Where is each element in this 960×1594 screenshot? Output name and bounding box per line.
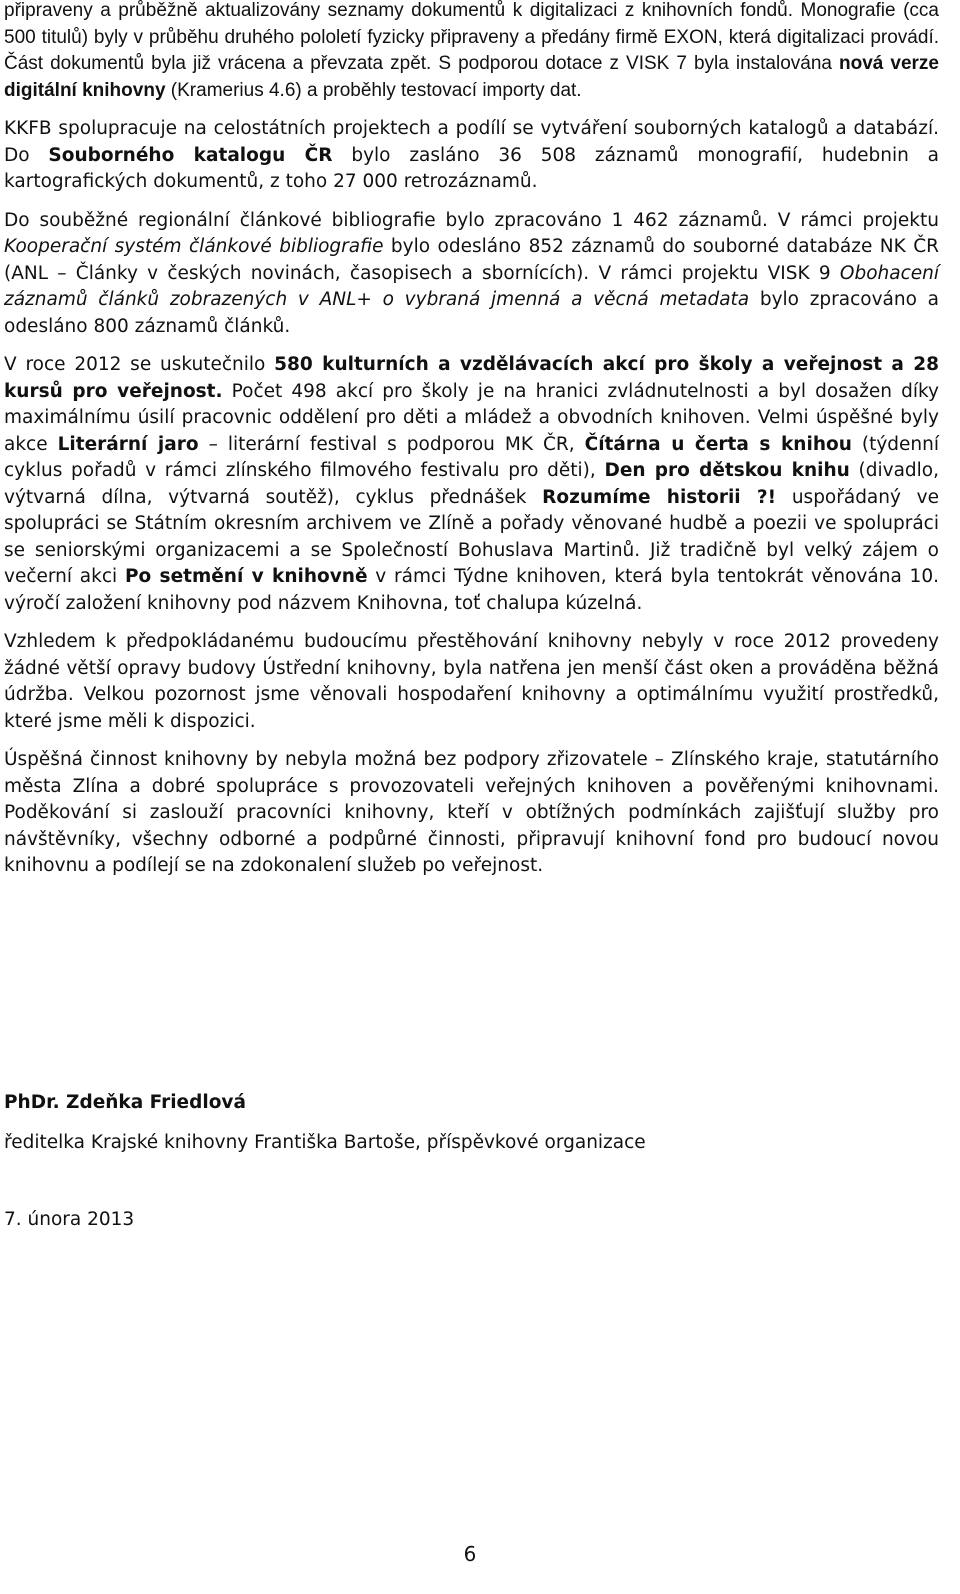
- paragraph-catalogues: [4, 116, 939, 196]
- paragraph-digitization: [4, 0, 939, 104]
- paragraph-maintenance: Vzhledem k předpokládanému budoucímu přestěhování knihovny nebyly v roce 2012 provedeny žádné větší opravy budovy Ústřední knihovny, byla natřena jen menší část oken a prováděna běžná údržba. Velkou pozornost jsme věnovali hospodaření knihovny a optimálnímu využití prostředků, které jsme měli k dispozici.: [4, 631, 939, 732]
- bold-run: 580 kulturních a vzdělávacích akcí pro školy a veřejnost a 28 kursů pro veřejnost.: [4, 354, 939, 402]
- bold-run: Čítárna u čerta s knihou: [584, 433, 852, 455]
- signatory-role: ředitelka Krajské knihovny Františka Bartoše, příspěvkové organizace: [4, 1132, 646, 1153]
- bold-run: Rozumíme historii ?!: [542, 486, 777, 508]
- text-run: v rámci Týdne knihoven, která byla tentokrát věnována 10. výročí založení knihovny pod názvem Knihovna, toť chalupa kúzelná.: [4, 566, 939, 614]
- text-run: bylo odesláno 852 záznamů do souborné databáze NK ČR (ANL – Články v českých novinách, časopisech a sbornících). V rámci projektu VISK 9: [4, 236, 939, 284]
- text-run: bylo zasláno 36 508 záznamů monografií, hudebnin a kartografických dokumentů, z toho 27 000 retrozáznamů.: [4, 144, 939, 192]
- text-run: V roce 2012 se uskutečnilo: [4, 354, 275, 375]
- bold-run: Den pro dětskou knihu: [604, 460, 850, 481]
- bold-run: nová verze digitální knihovny: [4, 53, 939, 101]
- italic-run: Kooperační systém článkové bibliografie: [4, 236, 384, 257]
- report-body: [4, 0, 939, 892]
- text-run: připraveny a průběžně aktualizovány seznamy dokumentů k digitalizaci z knihovních fondů. Monografie (cca 500 titulů) byly v průběhu druhého pololetí fyzicky připraveny a předány firmě EXON, která digitalizaci provádí. Část dokumentů byla již vrácena a převzata zpět. S podporou dotace z VISK 7 byla instalována: [4, 0, 939, 74]
- text-run: (Kramerius 4.6) a proběhly testovací importy dat.: [165, 79, 582, 101]
- text-run: bylo zpracováno a odesláno 800 záznamů článků.: [4, 289, 940, 337]
- document-date: 7. února 2013: [4, 1209, 135, 1230]
- text-run: uspořádaný ve spolupráci se Státním okresním archivem ve Zlíně a pořady věnované hudbě a poezii ve spolupráci se seniorskými organizacemi a se Společností Bohuslava Martinů. Již tradičně byl velký zájem o večerní akci: [4, 486, 939, 587]
- bold-run: Po setmění v knihovně: [124, 566, 368, 587]
- bold-run: Literární jaro: [57, 433, 199, 455]
- paragraph-bibliography: [4, 208, 939, 341]
- text-run: Do souběžné regionální článkové bibliografie bylo zpracováno 1 462 záznamů. V rámci projektu: [4, 209, 939, 231]
- signatory-name: PhDr. Zdeňka Friedlová: [4, 1092, 246, 1113]
- page-number: 6: [463, 1542, 477, 1566]
- text-run: – literární festival s podporou MK ČR,: [198, 433, 585, 455]
- bold-run: Souborného katalogu ČR: [48, 144, 333, 166]
- text-run: KKFB spolupracuje na celostátních projektech a podílí se vytváření souborných katalogů a databází. Do: [4, 118, 939, 166]
- paragraph-events: [4, 352, 939, 617]
- text-run: (divadlo, výtvarná dílna, výtvarná soutěž), cyklus přednášek: [4, 460, 939, 508]
- text-run: Počet 498 akcí pro školy je na hranici zvládnutelnosti a byl dosažen díky maximálnímu úsilí pracovnic oddělení pro děti a mládež a obvodních knihoven. Velmi úspěšné byly akce: [4, 380, 939, 455]
- paragraph-acknowledgement: Úspěšná činnost knihovny by nebyla možná bez podpory zřizovatele – Zlínského kraje, statutárního města Zlína a dobré spolupráce s provozovateli veřejných knihoven a pověřenými knihovnami. Poděkování si zaslouží pracovníci knihovny, kteří v obtížných podmínkách zajišťují služby pro návštěvníky, všechny odborné a podpůrné činnosti, připravují knihovní fond pro budoucí novou knihovnu a podílejí se na zdokonalení služeb po veřejnost.: [4, 749, 939, 876]
- text-run: (týdenní cyklus pořadů v rámci zlínského filmového festivalu pro děti),: [4, 433, 940, 481]
- italic-run: Obohacení záznamů článků zobrazených v ANL+ o vybraná jmenná a věcná metadata: [4, 262, 939, 310]
